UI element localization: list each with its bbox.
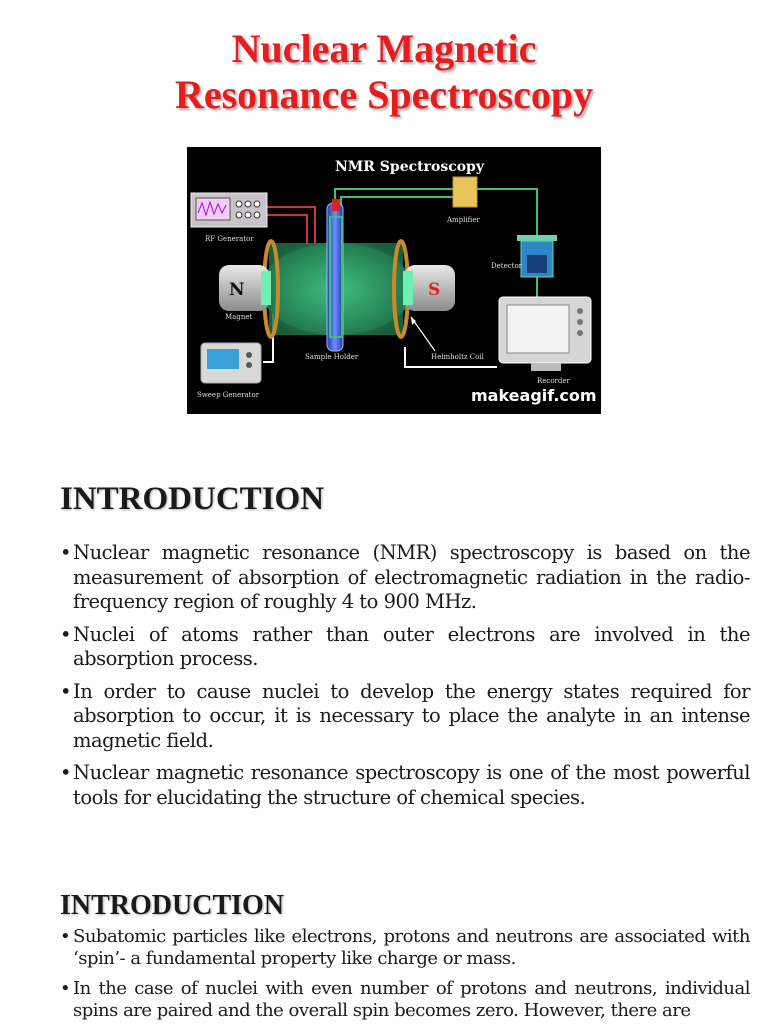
sample-holder <box>327 199 343 351</box>
label-helmholtz-coil: Helmholtz Coil <box>431 353 484 361</box>
label-amplifier: Amplifier <box>447 216 480 224</box>
label-rf-generator: RF Generator <box>205 235 254 243</box>
section-2-heading: INTRODUCTION <box>60 890 285 921</box>
figure-heading: NMR Spectroscopy <box>335 159 484 175</box>
recorder <box>499 297 591 371</box>
title-line-1: Nuclear Magnetic <box>231 26 537 71</box>
sweep-generator <box>201 343 261 383</box>
nmr-diagram <box>187 147 601 414</box>
rf-generator <box>191 193 267 227</box>
introduction-section-2 <box>60 890 750 1030</box>
section-1-heading: INTRODUCTION <box>60 481 325 517</box>
magnet-north <box>219 265 271 311</box>
amplifier <box>453 177 477 207</box>
label-sample-holder: Sample Holder <box>305 353 359 361</box>
list-item: • In the case of nuclei with even number of protons and neutrons, individual spins are paired and the overall spin becomes zero. However, there are <box>60 978 750 1022</box>
list-item: • In order to cause nuclei to develop the energy states required for absorption to occur, it is necessary to place the analyte in an intense magnetic field. <box>60 680 750 754</box>
list-item: • Nuclei of atoms rather than outer electrons are involved in the absorption process. <box>60 623 750 672</box>
detector <box>517 235 557 277</box>
label-detector: Detector <box>491 262 523 270</box>
nmr-diagram-figure <box>187 147 601 414</box>
introduction-section-1 <box>60 480 750 818</box>
list-item: • Subatomic particles like electrons, protons and neutrons are associated with ‘spin’- a fundamental property like charge or mass. <box>60 926 750 970</box>
makeagif-watermark: makeagif.com <box>471 386 597 405</box>
title-line-2: Resonance Spectroscopy <box>174 72 594 117</box>
list-item: • Nuclear magnetic resonance spectroscopy is one of the most powerful tools for elucidating the structure of chemical species. <box>60 761 750 810</box>
label-recorder: Recorder <box>537 377 570 385</box>
list-item: • Nuclear magnetic resonance (NMR) spectroscopy is based on the measurement of absorption of electromagnetic radiation in the radio-frequency region of roughly 4 to 900 MHz. <box>60 541 750 615</box>
section-2-bullets <box>60 926 750 1022</box>
pole-s-label: S <box>428 280 441 300</box>
pole-n-label: N <box>229 280 245 300</box>
label-magnet: Magnet <box>225 313 253 321</box>
section-1-bullets <box>60 541 750 810</box>
document-title <box>0 26 768 118</box>
label-sweep-generator: Sweep Generator <box>197 391 260 399</box>
